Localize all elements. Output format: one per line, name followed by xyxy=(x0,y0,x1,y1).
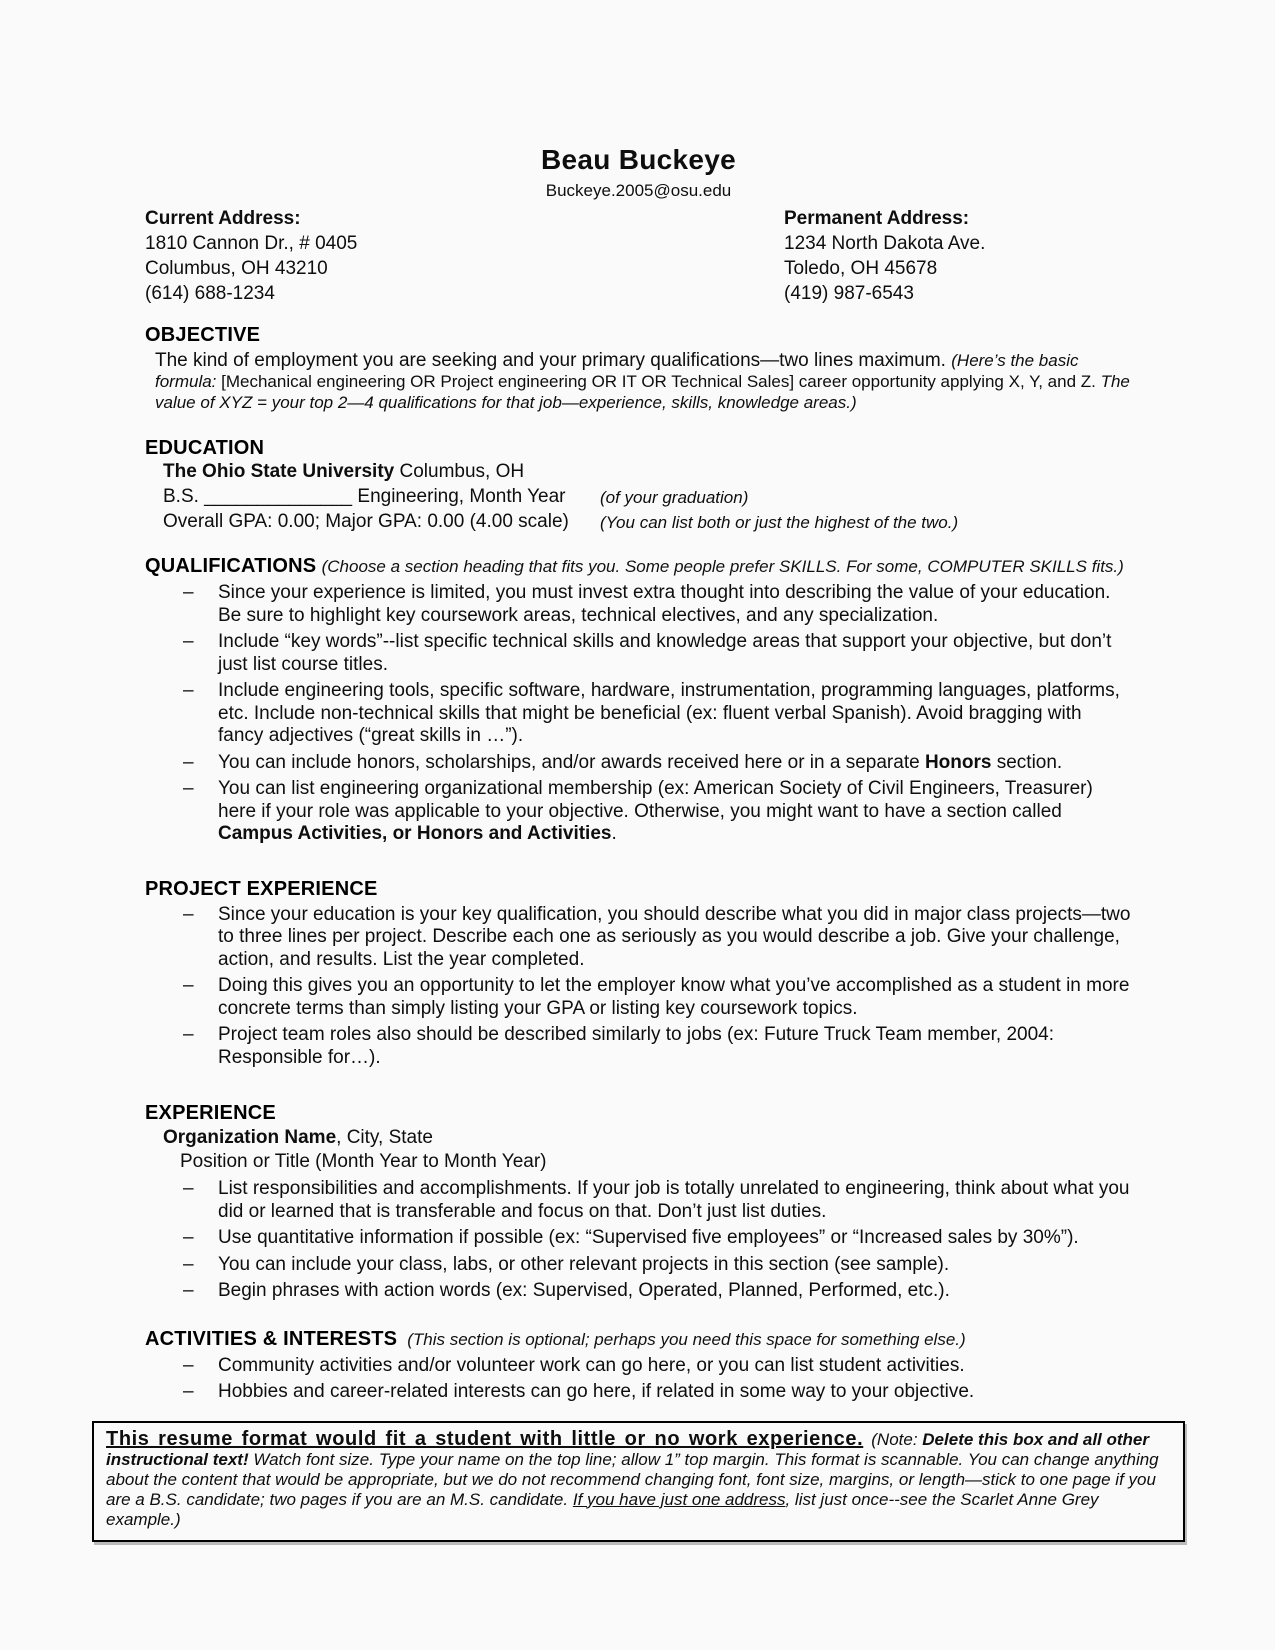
objective-lead: The kind of employment you are seeking and your primary qualifications—two lines maximum. xyxy=(155,350,952,371)
activities-heading-line xyxy=(145,1328,1132,1351)
section-qualifications xyxy=(145,555,1132,846)
bullet-item xyxy=(145,1178,1132,1223)
bullet-text: Include engineering tools, specific software, hardware, instrumentation, programming languages, platforms, etc. Include non-technical skills that might be beneficial (ex: fluent verbal Spanish). Avoid bragging with fancy adjectives (“great skills in …”). xyxy=(218,680,1120,746)
section-education xyxy=(145,437,1132,534)
bullet-text: section. xyxy=(991,751,1063,773)
footer-note-mid: Watch font size. Type your name on the top line; allow 1” top margin. This format is scannable. You can change anything about the content that would be appropriate, but we do not recommend changing font, font size, margins, or length—stick to one page if you are a B.S. candidate; two pages if you are an M.S. candidate. xyxy=(106,1449,1159,1509)
bullet-text: Hobbies and career-related interests can go here, if related in some way to your objective. xyxy=(218,1381,975,1402)
resume-name: Beau Buckeye xyxy=(540,144,737,175)
qualifications-heading: QUALIFICATIONS xyxy=(145,555,317,577)
bullet-item xyxy=(145,904,1132,972)
qualifications-heading-line xyxy=(145,555,1132,578)
bullet-dash: – xyxy=(183,582,194,603)
qualifications-list xyxy=(145,582,1132,846)
bullet-dash: – xyxy=(183,1253,194,1275)
bullet-item xyxy=(145,1381,1132,1404)
current-address xyxy=(145,206,784,306)
bullet-dash: – xyxy=(183,631,194,652)
address-line: 1234 North Dakota Ave. xyxy=(784,233,986,254)
bullet-text: . xyxy=(611,823,617,844)
bullet-text: Include “key words”--list specific technical skills and knowledge areas that support your objective, but don’t just list course titles. xyxy=(218,631,1112,675)
address-line: 1810 Cannon Dr., # 0405 xyxy=(145,233,358,254)
bullet-dash: – xyxy=(183,751,194,773)
current-address-label: Current Address: xyxy=(145,208,301,229)
education-gpa-line xyxy=(163,509,1132,534)
bullet-text: You can list engineering organizational membership (ex: American Society of Civil Engineers, Treasurer) here if your role was applicable to your objective. Otherwise, you might want to have a section called xyxy=(218,778,1093,822)
bullet-dash: – xyxy=(183,1280,194,1301)
bullet-item xyxy=(145,1254,1132,1277)
objective-note-italic: (Here’s the basic formula: xyxy=(155,351,1079,391)
bullet-text: List responsibilities and accomplishments. If your job is totally unrelated to engineering, think about what you did or learned that is transferable and focus on that. Don’t just list duties. xyxy=(218,1178,1130,1222)
footer-note-underlined: If you have just one address xyxy=(572,1489,786,1509)
bullet-text: Community activities and/or volunteer work can go here, or you can list student activities. xyxy=(218,1354,965,1376)
address-line: (614) 688-1234 xyxy=(145,283,275,304)
address-line: Toledo, OH 45678 xyxy=(784,258,938,279)
permanent-address-label: Permanent Address: xyxy=(784,208,970,229)
activities-heading: ACTIVITIES & INTERESTS xyxy=(145,1327,398,1350)
objective-note-plain: [Mechanical engineering OR Project engineering OR IT OR Technical Sales] career opportunity applying X, Y, and Z. xyxy=(221,372,1101,391)
objective-heading: OBJECTIVE xyxy=(145,324,261,346)
objective-paragraph xyxy=(155,350,1133,413)
address-block xyxy=(145,206,1132,306)
university-location: Columbus, OH xyxy=(394,461,525,482)
bullet-dash: – xyxy=(183,680,194,701)
position-line: Position or Title (Month Year to Month Year) xyxy=(180,1151,547,1172)
bullet-text: Use quantitative information if possible (ex: “Supervised five employees” or “Increased sales by 30%”). xyxy=(218,1227,1079,1248)
section-project-experience xyxy=(145,878,1132,1070)
bullet-text: Begin phrases with action words (ex: Supervised, Operated, Planned, Performed, etc.). xyxy=(218,1280,950,1301)
bullet-text: You can include honors, scholarships, and/or awards received here or in a separate xyxy=(218,751,925,773)
bullet-dash: – xyxy=(183,1178,194,1199)
qualifications-heading-note: (Choose a section heading that fits you. Some people prefer SKILLS. For some, COMPUTER SKILLS fits.) xyxy=(321,557,1124,576)
section-objective xyxy=(145,324,1132,413)
footer-box-title: This resume format would fit a student with little or no work experience. xyxy=(106,1427,864,1450)
bullet-text-bold: Honors xyxy=(924,751,992,773)
university-name: The Ohio State University xyxy=(163,461,395,482)
bullet-dash: – xyxy=(183,1227,194,1248)
project-experience-list xyxy=(145,904,1132,1070)
bullet-text: Since your experience is limited, you must invest extra thought into describing the value of your education. Be sure to highlight key coursework areas, technical electives, and any specialization. xyxy=(218,582,1111,626)
education-degree-line xyxy=(163,484,1132,509)
bullet-dash: – xyxy=(183,778,194,799)
activities-list xyxy=(145,1355,1132,1404)
footer-note-open: (Note: xyxy=(871,1429,923,1449)
bullet-text: Project team roles also should be described similarly to jobs (ex: Future Truck Team member, 2004: Responsible for…). xyxy=(218,1024,1055,1068)
bullet-dash: – xyxy=(183,1381,194,1402)
experience-heading: EXPERIENCE xyxy=(145,1102,276,1124)
bullet-item xyxy=(145,975,1132,1020)
bullet-dash: – xyxy=(183,975,194,996)
bullet-text: Doing this gives you an opportunity to let the employer know what you’ve accomplished as a student in more concrete terms than simply listing your GPA or listing key coursework topics. xyxy=(218,975,1130,1019)
degree-text: B.S. ______________ Engineering, Month Year xyxy=(163,486,566,507)
address-line: Columbus, OH 43210 xyxy=(145,258,328,279)
resume-email: Buckeye.2005@osu.edu xyxy=(545,181,732,200)
bullet-item xyxy=(145,1227,1132,1250)
experience-list xyxy=(145,1178,1132,1303)
bullet-text: Since your education is your key qualification, you should describe what you did in major class projects—two to three lines per project. Describe each one as seriously as you would describe a job. Give your challenge, action, and results. List the year completed. xyxy=(218,903,1131,970)
organization-line xyxy=(163,1126,1132,1150)
address-line: (419) 987-6543 xyxy=(784,283,914,304)
bullet-item xyxy=(145,1024,1132,1069)
section-experience xyxy=(145,1102,1132,1303)
education-body xyxy=(163,459,1132,534)
bullet-item xyxy=(145,631,1132,676)
footer-note-box xyxy=(92,1421,1185,1542)
degree-note: (of your graduation) xyxy=(600,488,749,507)
project-experience-heading: PROJECT EXPERIENCE xyxy=(145,877,378,900)
bullet-item xyxy=(145,1280,1132,1303)
bullet-dash: – xyxy=(183,1354,194,1376)
section-activities xyxy=(145,1328,1132,1404)
organization-name: Organization Name xyxy=(163,1127,337,1148)
bullet-item xyxy=(145,582,1132,627)
bullet-dash: – xyxy=(183,1024,194,1045)
footer-note-close: , list just once--see the Scarlet Anne Grey example.) xyxy=(106,1489,1099,1529)
footer-note-paragraph xyxy=(106,1429,1173,1530)
organization-location: , City, State xyxy=(336,1127,433,1148)
footer-note-bold: Delete this box and all other instructional text! xyxy=(106,1429,1149,1469)
gpa-text: Overall GPA: 0.00; Major GPA: 0.00 (4.00 scale) xyxy=(163,511,569,532)
bullet-item xyxy=(145,752,1132,775)
education-school-line xyxy=(163,459,1132,484)
activities-heading-note: (This section is optional; perhaps you need this space for something else.) xyxy=(407,1329,966,1349)
bullet-dash: – xyxy=(183,903,194,925)
bullet-item xyxy=(145,1355,1132,1378)
permanent-address xyxy=(784,206,1132,306)
bullet-text-bold: Campus Activities, or Honors and Activities xyxy=(218,823,612,844)
bullet-item xyxy=(145,680,1132,748)
bullet-text: You can include your class, labs, or other relevant projects in this section (see sample). xyxy=(218,1253,950,1275)
gpa-note: (You can list both or just the highest of the two.) xyxy=(600,513,959,532)
education-heading: EDUCATION xyxy=(145,437,265,459)
bullet-item xyxy=(145,778,1132,846)
objective-note-italic: The value of XYZ = your top 2—4 qualifications for that job—experience, skills, knowledge areas.) xyxy=(155,372,1130,412)
